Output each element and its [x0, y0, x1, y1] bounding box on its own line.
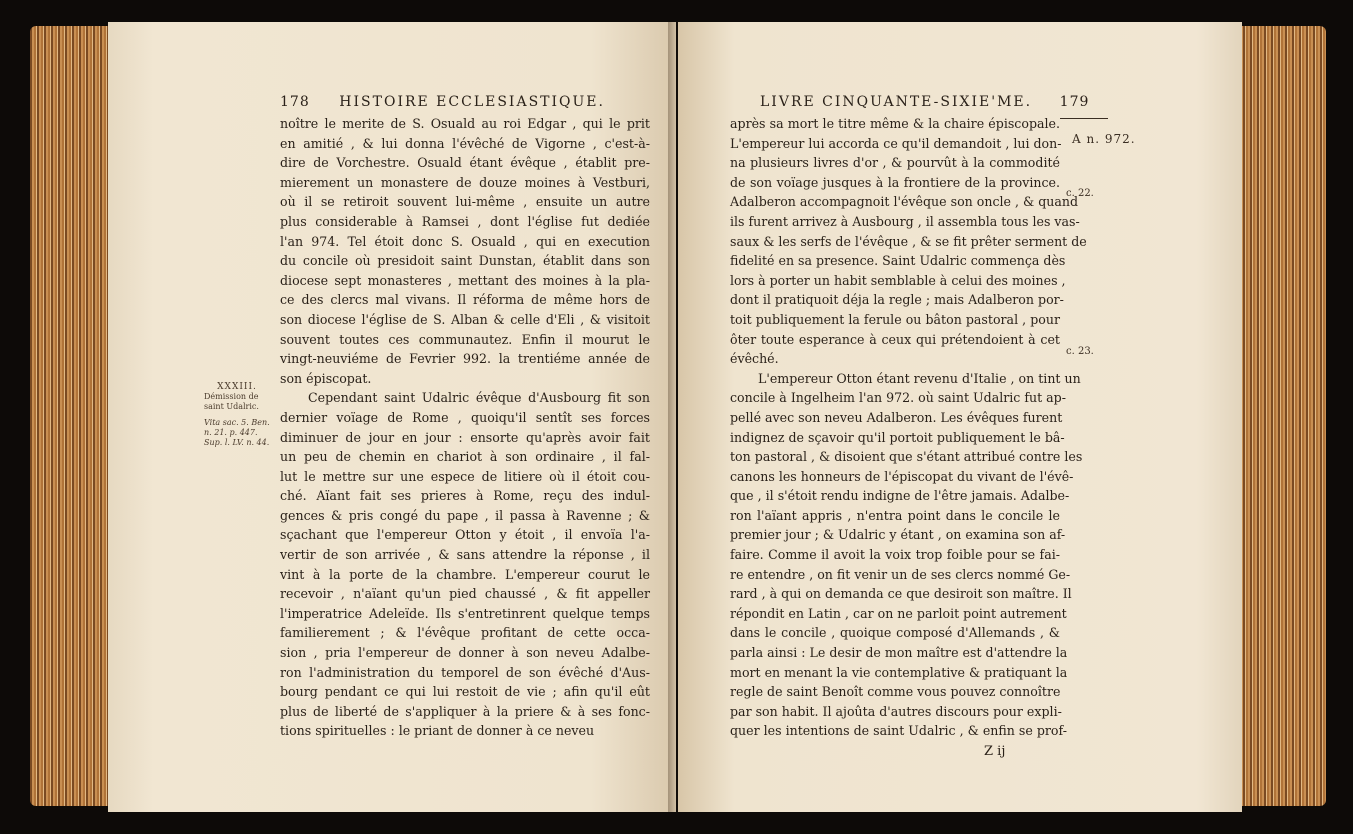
left-text-line: recevoir , n'aïant qu'un pied chaussé , & fit appeller — [280, 586, 650, 602]
left-text-line: souvent toutes ces communautez. Enfin il mourut le — [280, 331, 650, 347]
left-text-line: diocese sept monasteres , mettant des moines à la pla- — [280, 272, 650, 288]
left-text-line: familierement ; & l'évêque profitant de cette occa- — [280, 625, 650, 641]
year-note: A n. 972. — [1072, 132, 1136, 146]
left-text-line: en amitié , & lui donna l'évêché de Vigorne , c'est-à- — [280, 135, 650, 151]
right-page-number: 179 — [1059, 94, 1090, 110]
left-text-line: vingt-neuviéme de Fevrier 992. la trentiéme année de — [280, 351, 650, 367]
right-text-line: indignez de sçavoir qu'il portoit publiquement le bâ- — [730, 429, 1065, 445]
left-text-line: sion , pria l'empereur de donner à son neveu Adalbe- — [280, 645, 650, 661]
right-text-line: répondit en Latin , car on ne parloit point autrement — [730, 605, 1067, 621]
left-text-line: plus de liberté de s'appliquer à la priere & à ses fonc- — [280, 703, 650, 719]
left-text-line: ché. Aïant fait ses prieres à Rome, reçu des indul- — [280, 488, 650, 504]
right-text-line: mort en menant la vie contemplative & pratiquant la — [730, 664, 1068, 680]
left-text-line: mierement un monastere de douze moines à Vestburi, — [280, 174, 650, 190]
left-text-line: ron l'administration du temporel de son évêché d'Aus- — [280, 664, 650, 680]
left-text-line: tions spirituelles : le priant de donner à ce neveu — [280, 723, 595, 739]
right-text-line: toit publiquement la ferule ou bâton pastoral , pour — [730, 311, 1060, 327]
right-text-line: rard , à qui on demanda ce que desiroit son maître. Il — [730, 586, 1072, 602]
left-text-line: ce des clercs mal vivans. Il réforma de même hors de — [280, 292, 650, 308]
right-text-line: dans le concile , quoique composé d'Allemands , & — [730, 625, 1060, 641]
left-text-line: son diocese l'église de S. Alban & celle d'Eli , & visitoit — [280, 311, 650, 327]
right-text-line: ils furent arrivez à Ausbourg , il assembla tous les vas- — [730, 213, 1080, 229]
margin-section-title: Démission de saint Udalric. — [204, 392, 259, 411]
right-text-line: évêché. — [730, 351, 779, 367]
left-running-title: HISTOIRE ECCLESIASTIQUE. — [339, 94, 605, 110]
right-page — [678, 22, 1242, 812]
right-text-line: na plusieurs livres d'or , & pourvût à la commodité — [730, 155, 1060, 171]
left-text-line: du concile où presidoit saint Dunstan, établit dans son — [280, 253, 650, 269]
right-text-line: que , il s'étoit rendu indigne de l'être jamais. Adalbe- — [730, 488, 1070, 504]
right-text-line: regle de saint Benoît comme vous pouvez connoître — [730, 684, 1061, 700]
left-text-line: l'an 974. Tel étoit donc S. Osuald , qui en execution — [280, 233, 650, 249]
right-text-line: quer les intentions de saint Udalric , & enfin se prof- — [730, 723, 1067, 739]
right-text-line: faire. Comme il avoit la voix trop foible pour se fai- — [730, 547, 1060, 563]
right-text-line: fidelité en sa presence. Saint Udalric commença dès — [730, 253, 1066, 269]
left-body-text — [280, 114, 650, 741]
left-running-head — [280, 92, 605, 110]
right-text-line: L'empereur lui accorda ce qu'il demandoit , lui don- — [730, 135, 1062, 151]
right-text-line: re entendre , on fit venir un de ses clercs nommé Ge- — [730, 566, 1071, 582]
right-text-line: concile à Ingelheim l'an 972. où saint Udalric fut ap- — [730, 390, 1066, 406]
right-text-line: Adalberon accompagnoit l'évêque son oncle , & quand — [730, 194, 1079, 210]
right-text-line: dont il pratiquoit déja la regle ; mais Adalberon por- — [730, 292, 1064, 308]
right-text-line: parla ainsi : Le desir de mon maître est d'attendre la — [730, 645, 1068, 661]
left-text-line: où il se retiroit souvent lui-même , ensuite un autre — [280, 194, 650, 210]
margin-reference: Sup. l. LV. n. 44. — [204, 438, 270, 447]
right-text-line: après sa mort le titre même & la chaire épiscopale. — [730, 116, 1060, 131]
right-text-line: L'empereur Otton étant revenu d'Italie , on tint un — [758, 370, 1081, 386]
right-text-line: canons les honneurs de l'épiscopat du vivant de l'évê- — [730, 468, 1074, 484]
right-page-edges — [1238, 26, 1326, 806]
left-page-edges — [30, 26, 112, 806]
right-text-line: lors à porter un habit semblable à celui des moines , — [730, 272, 1066, 288]
left-text-line: l'imperatrice Adeleïde. Ils s'entretinrent quelque temps — [280, 605, 650, 621]
left-text-line: dire de Vorchestre. Osuald étant évêque , établit pre- — [280, 155, 650, 171]
left-text-line: bourg pendant ce qui lui restoit de vie ; afin qu'il eût — [280, 684, 650, 700]
left-text-line: noître le merite de S. Osuald au roi Edgar , qui le prit — [280, 116, 650, 131]
left-text-line: vertir de son arrivée , & sans attendre la réponse , il — [280, 547, 650, 563]
right-text-line: ôter toute esperance à ceux qui prétendoient à cet — [730, 331, 1060, 347]
right-text-line: de son voïage jusques à la frontiere de la province. — [730, 174, 1060, 190]
left-text-line: dernier voïage de Rome , quoiqu'il sentît ses forces — [280, 409, 650, 425]
right-text-line: saux & les serfs de l'évêque , & se fit prêter serment de — [730, 233, 1087, 249]
left-text-line: diminuer de jour en jour : ensorte qu'après avoir fait — [280, 429, 650, 445]
side-ref-1: c. 22. — [1066, 188, 1094, 199]
margin-reference: n. 21. p. 447. — [204, 428, 258, 437]
right-text-line: ron l'aïant appris , n'entra point dans le concile le — [730, 507, 1060, 523]
left-text-line: vint à la porte de la chambre. L'empereur courut le — [280, 566, 650, 582]
left-text-line: sçachant que l'empereur Otton y étoit , il envoïa l'a- — [280, 527, 650, 543]
left-page — [108, 22, 676, 812]
left-text-line: un peu de chemin en chariot à son ordinaire , il fal- — [280, 449, 650, 465]
left-text-line: plus considerable à Ramsei , dont l'église fut dediée — [280, 213, 650, 229]
margin-references — [204, 418, 270, 448]
right-text-line: par son habit. Il ajoûta d'autres discours pour expli- — [730, 703, 1062, 719]
signature-mark: Z ij — [984, 744, 1006, 759]
left-margin-note — [204, 382, 270, 448]
margin-rule — [1060, 118, 1108, 119]
left-text-line: gences & pris congé du pape , il passa à Ravenne ; & — [280, 507, 650, 523]
margin-section-number: XXXIII. — [217, 382, 257, 392]
right-running-title: LIVRE CINQUANTE-SIXIE'ME. — [760, 94, 1033, 110]
right-text-line: ton pastoral , & disoient que s'étant attribué contre les — [730, 449, 1083, 465]
right-text-line: pellé avec son neveu Adalberon. Les évêques furent — [730, 409, 1063, 425]
left-text-line: son épiscopat. — [280, 370, 372, 386]
left-text-line: Cependant saint Udalric évêque d'Ausbourg fit son — [308, 390, 650, 406]
right-text-line: premier jour ; & Udalric y étant , on examina son af- — [730, 527, 1066, 543]
left-page-number: 178 — [280, 94, 310, 110]
right-running-head — [760, 92, 1089, 110]
side-ref-2: c. 23. — [1066, 346, 1094, 357]
left-text-line: lut le mettre sur une espece de litiere où il étoit cou- — [280, 468, 650, 484]
margin-reference: Vita sac. 5. Ben. — [204, 418, 270, 427]
